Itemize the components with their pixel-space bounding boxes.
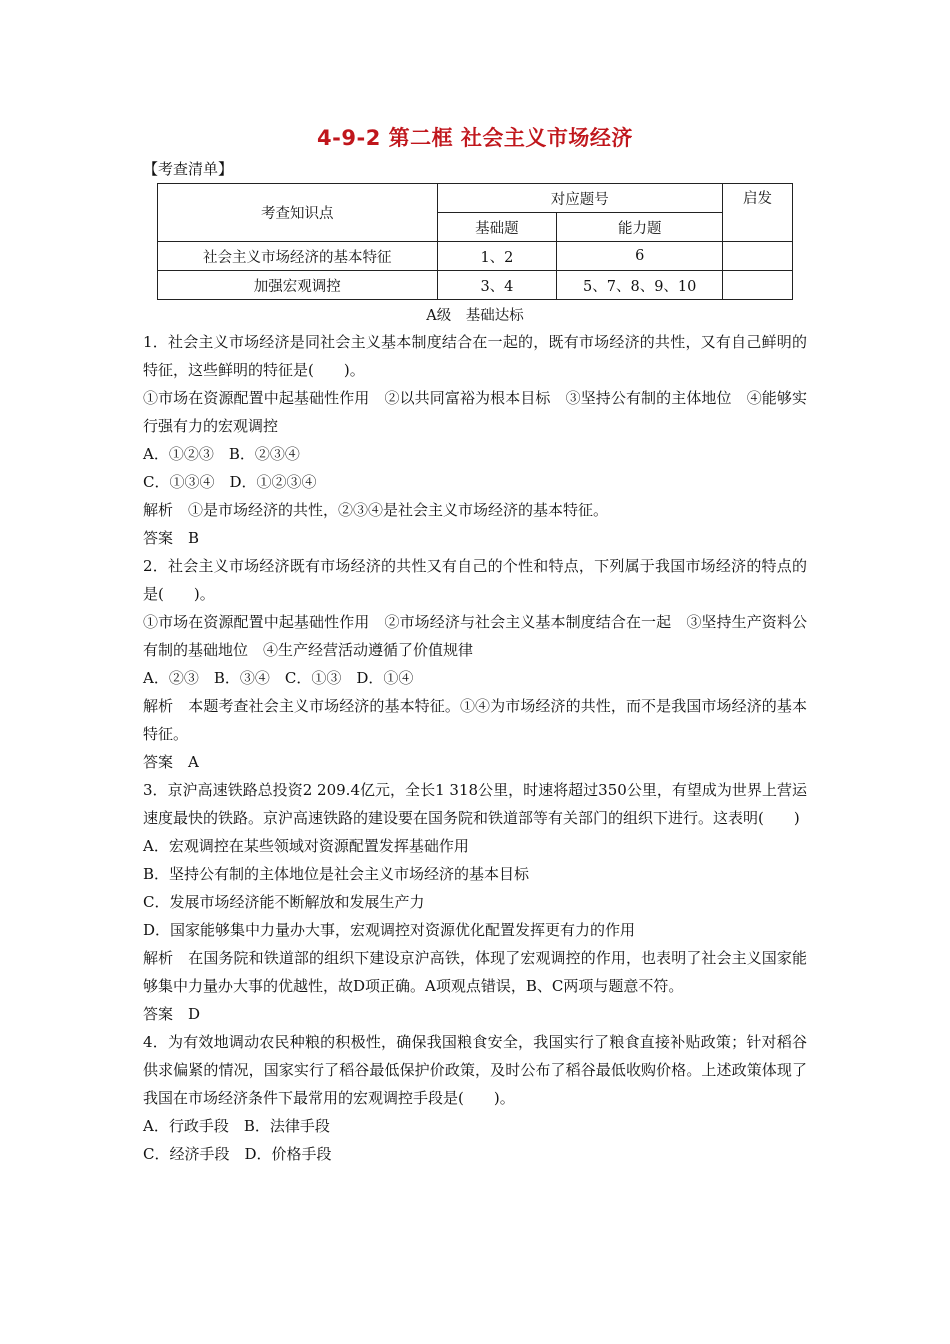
checklist-label: 【考查清单】 <box>143 160 234 178</box>
text-line: ①市场在资源配置中起基础性作用 ②市场经济与社会主义基本制度结合在一起 ③坚持生产资料公有制的基础地位 ④生产经营活动遵循了价值规律 <box>143 613 807 659</box>
basic-cell: 3、4 <box>437 271 557 300</box>
text-line: A．①②③ B．②③④ <box>143 445 300 463</box>
text-line: ①市场在资源配置中起基础性作用 ②以共同富裕为根本目标 ③坚持公有制的主体地位 ④能够实行强有力的宏观调控 <box>143 389 807 435</box>
ability-cell: 5、7、8、9、10 <box>557 271 723 300</box>
header-knowledge: 考查知识点 <box>158 184 438 242</box>
text-line: 3．京沪高速铁路总投资2 209.4亿元，全长1 318公里，时速将超过350公里，有望成为世界上营运速度最快的铁路。京沪高速铁路的建设要在国务院和铁道部等有关部门的组织下进行。这表明( ) <box>143 781 807 827</box>
text-line: 4．为有效地调动农民种粮的积极性，确保我国粮食安全，我国实行了粮食直接补贴政策；针对稻谷供求偏紧的情况，国家实行了稻谷最低保护价政策，及时公布了稻谷最低收购价格。上述政策体现了我国在市场经济条件下最常用的宏观调控手段是( )。 <box>143 1033 807 1107</box>
header-numbers: 对应题号 <box>437 184 723 213</box>
topic-cell: 加强宏观调控 <box>158 271 438 300</box>
checklist-table <box>157 183 793 300</box>
text-line: 2．社会主义市场经济既有市场经济的共性又有自己的个性和特点，下列属于我国市场经济的特点的是( )。 <box>143 557 807 603</box>
header-ability: 能力题 <box>557 213 723 242</box>
text-line: A．行政手段 B．法律手段 <box>143 1117 330 1135</box>
hint-cell <box>723 242 793 271</box>
text-line: 解析 本题考查社会主义市场经济的基本特征。①④为市场经济的共性，而不是我国市场经济的基本特征。 <box>143 697 807 743</box>
text-line: D．国家能够集中力量办大事，宏观调控对资源优化配置发挥更有力的作用 <box>143 921 636 939</box>
text-line: 答案 A <box>143 753 199 771</box>
text-line: C．①③④ D．①②③④ <box>143 473 317 491</box>
hint-cell <box>723 271 793 300</box>
ability-cell: 6 <box>557 242 723 271</box>
topic-cell: 社会主义市场经济的基本特征 <box>158 242 438 271</box>
text-line: 答案 D <box>143 1005 201 1023</box>
grade-heading: A级 基础达标 <box>426 308 524 324</box>
header-hint: 启发 <box>723 184 793 242</box>
text-line: A．②③ B．③④ C．①③ D．①④ <box>143 669 414 687</box>
header-basic: 基础题 <box>437 213 557 242</box>
text-line: 解析 在国务院和铁道部的组织下建设京沪高铁，体现了宏观调控的作用，也表明了社会主义国家能够集中力量办大事的优越性，故D项正确。A项观点错误，B、C两项与题意不符。 <box>143 949 807 995</box>
text-line: 答案 B <box>143 529 200 547</box>
table-row <box>158 271 793 300</box>
table-row <box>158 242 793 271</box>
text-line: A．宏观调控在某些领域对资源配置发挥基础作用 <box>143 837 469 855</box>
text-line: C．发展市场经济能不断解放和发展生产力 <box>143 893 425 911</box>
question-content <box>143 328 807 1168</box>
text-line: C．经济手段 D．价格手段 <box>143 1145 332 1163</box>
text-line: B．坚持公有制的主体地位是社会主义市场经济的基本目标 <box>143 865 530 883</box>
basic-cell: 1、2 <box>437 242 557 271</box>
text-line: 1．社会主义市场经济是同社会主义基本制度结合在一起的，既有市场经济的共性，又有自己鲜明的特征，这些鲜明的特征是( )。 <box>143 333 807 379</box>
text-line: 解析 ①是市场经济的共性，②③④是社会主义市场经济的基本特征。 <box>143 501 609 519</box>
page-title: 4-9-2 第二框 社会主义市场经济 <box>317 126 633 150</box>
